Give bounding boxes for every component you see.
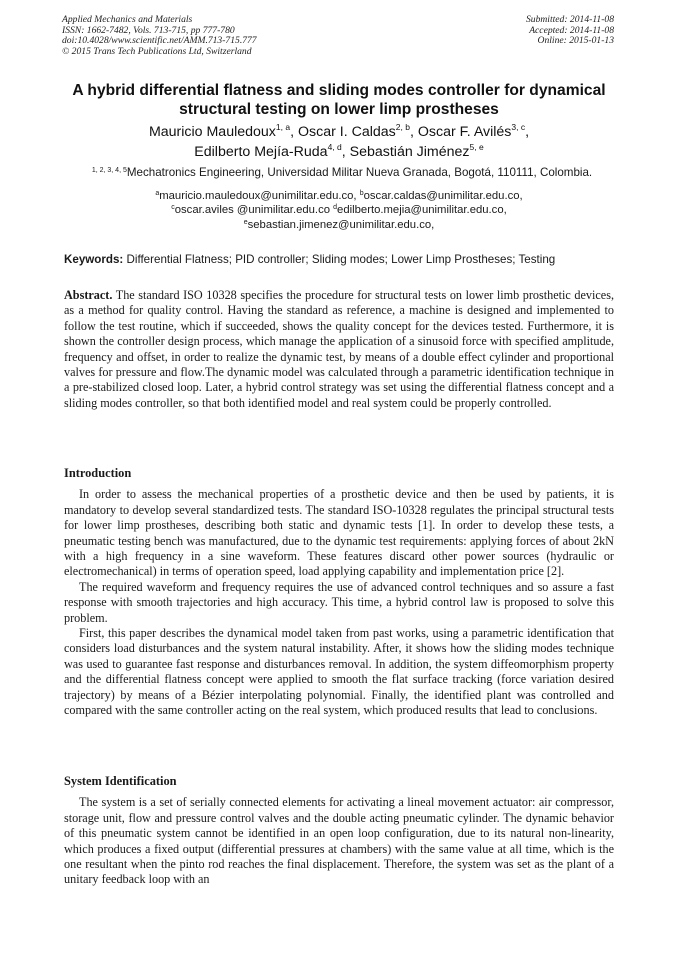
author-name: Mauricio Mauledoux — [148, 124, 276, 140]
author-name: Oscar I. Caldas — [297, 124, 396, 140]
author-name: Edilberto Mejía-Ruda — [194, 144, 328, 160]
introduction-paragraph-3: First, this paper describes the dynamical model taken from past works, using a parametric identification that considers load disturbances and the system natural instability. After, it shows how the sliding modes technique was used to guarantee fast response and disturbances removal. In addition, the system diffeomorphism property and the differential flatness concept were applied to smooth the flat surface tracking (force variation desired trajectory) by means of a Bézier interpolating polynomial. Finally, the identified plant was controlled and compared with the same controller acting on the real system, which produced results that lead to conclusions. — [64, 626, 614, 718]
author-superscript: 3, c — [511, 122, 526, 132]
abstract-section — [64, 288, 614, 411]
email-superscript: b — [359, 190, 364, 197]
system-identification-section — [64, 774, 614, 888]
submitted-date: Submitted: 2014-11-08 — [525, 14, 614, 25]
email-address[interactable]: oscar.aviles @unimilitar.edu.co — [174, 204, 330, 217]
author-superscript: 2, b — [395, 122, 410, 132]
affiliation-text: Mechatronics Engineering, Universidad Militar Nueva Granada, Bogotá, 110111, Colombia. — [126, 166, 593, 179]
journal-info — [62, 15, 257, 57]
affiliation-superscript: 1, 2, 3, 4, 5 — [91, 167, 127, 174]
email-superscript: c — [171, 204, 175, 212]
author-superscript: 4, d — [327, 142, 342, 152]
dates-info — [526, 15, 614, 47]
email-list — [80, 189, 598, 232]
affiliation — [62, 166, 622, 180]
author-superscript: 1, a — [275, 122, 291, 132]
email-address[interactable]: sebastian.jimenez@unimilitar.edu.co, — [247, 218, 435, 231]
issn-line: ISSN: 1662-7482, Vols. 713-715, pp 777-780 — [62, 24, 235, 36]
introduction-paragraph-2: The required waveform and frequency requires the use of advanced control techniques and so assure a fast response with smooth trajectories and high accuracy. This time, a hybrid control law is proposed to solve this problem. — [64, 579, 614, 625]
keywords-label: Keywords: — [64, 253, 124, 266]
journal-name: Applied Mechanics and Materials — [62, 14, 193, 25]
system-identification-heading: System Identification — [64, 774, 177, 788]
abstract-paragraph — [64, 288, 614, 411]
keywords — [64, 253, 616, 267]
author-name: Oscar F. Avilés — [417, 124, 512, 140]
introduction-paragraph-1: In order to assess the mechanical properties of a prosthetic device and then be used by patients, it is mandatory to develop several standardized tests. The standard ISO-10328 regulates the principal structural tests for lower limp prostheses, describing both static and dynamic tests [1]. In order to develop these tests, a pneumatic testing bench was manufactured, due to the dynamic test requirements: applying forces of about 2kN with a high frequency in a sine waveform. These features discard other power sources (hydraulic or electromechanical) in terms of operation speed, load applying capability and implementation price [2]. — [64, 487, 614, 579]
introduction-heading: Introduction — [64, 466, 132, 480]
author-name: Sebastián Jiménez — [349, 144, 470, 160]
email-superscript: a — [155, 190, 160, 197]
introduction-section — [64, 466, 614, 719]
keywords-text: Differential Flatness; PID controller; Sliding modes; Lower Limp Prostheses; Testing — [123, 253, 556, 266]
author-list: Mauricio Mauledoux$^{1, a}$, Oscar I. Caldas$^{2, b}$, Oscar F. Avilés$^{3, c}$, Edilberto Mejía-Ruda$^{4, d}$, Sebastián Jiménez$^{5, e}$ — [148, 122, 530, 160]
abstract-label: Abstract. — [64, 288, 113, 302]
system-identification-paragraph-1: The system is a set of serially connected elements for activating a lineal movement actuator: air compressor, storage unit, flow and pressure control valves and the double acting pneumatic cylinder. The dynamic behavior of this pneumatic system cannot be identified in an open loop configuration, due to its natural non-linearity, which produces a fixed output (differential pressures at chambers) with the same value at all time, which is the one resultant when the pinto rod reaches the final displacement. Therefore, the system was set as the plant of a unitary feedback loop with an — [64, 795, 614, 887]
email-address[interactable]: oscar.caldas@unimilitar.edu.co, — [363, 190, 523, 202]
copyright-line: © 2015 Trans Tech Publications Ltd, Switzerland — [62, 45, 252, 57]
accepted-date: Accepted: 2014-11-08 — [529, 24, 614, 36]
doi-line: doi:10.4028/www.scientific.net/AMM.713-715.777 — [62, 35, 257, 47]
abstract-text: The standard ISO 10328 specifies the procedure for structural tests on lower limb prosthetic devices, as a method for quality control. Having the standard as reference, a machine is designed and implemented to follow the test routine, which if succeeded, shows the quality concept for the devices tested. Furthermore, it is shown the controller design process, which manage the application of a sinusoid force with specified amplitude, frequency and offset, in order to realize the dynamic test, by means of a double effect cylinder and proportional valves for pressure and flow.The dynamic model was calculated through a parametric identification technique in a pre-stabilized closed loop. Later, a hybrid control strategy was set using the differential flatness concept and a sliding modes controller, so that both identified model and real system could be properly controlled. — [64, 288, 614, 410]
email-superscript: d — [333, 204, 338, 212]
email-superscript: e — [243, 218, 248, 226]
paper-title: A hybrid differential flatness and sliding modes controller for dynamical structural testing on lower limp prostheses — [72, 82, 606, 118]
email-address[interactable]: edilberto.mejia@unimilitar.edu.co, — [337, 204, 507, 217]
online-date: Online: 2015-01-13 — [537, 35, 614, 47]
email-address[interactable]: mauricio.mauledoux@unimilitar.edu.co, — [159, 190, 360, 202]
author-superscript: 5, e — [469, 142, 484, 152]
